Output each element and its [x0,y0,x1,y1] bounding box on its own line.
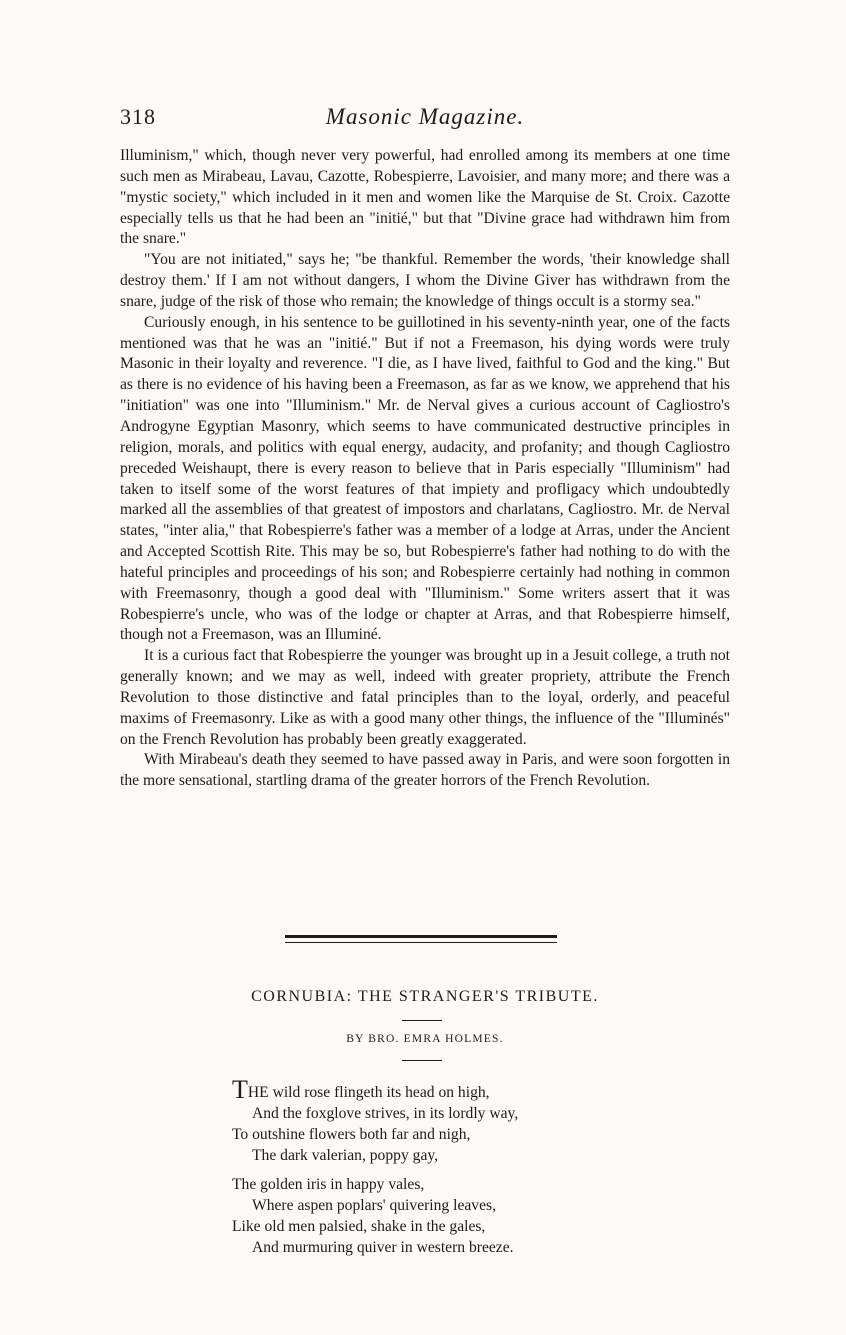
article-paragraph: With Mirabeau's death they seemed to have passed away in Paris, and were soon forgotten in the more sensational, startling drama of the greater horrors of the French Revolution. [120,751,730,790]
article-paragraph: It is a curious fact that Robespierre the younger was brought up in a Jesuit college, a truth not generally known; and we may as well, indeed with greater propriety, attribute the French Revolution to those distinctive and fatal principles than to the loyal, orderly, and peaceful maxims of Freemasonry. Like as with a good many other things, the influence of the "Illuminés" on the French Revolution has probably been greatly exaggerated. [120,647,730,748]
page-header [120,104,730,138]
poem-line: The golden iris in happy vales, [232,1176,425,1193]
title-short-rule [402,1020,442,1021]
poem-byline: BY BRO. EMRA HOLMES. [346,1033,504,1045]
poem-line: The dark valerian, poppy gay, [252,1147,439,1164]
poem-line: And murmuring quiver in western breeze. [252,1239,514,1256]
running-title: Masonic Magazine. [325,104,525,129]
poem-line: And the foxglove strives, in its lordly way, [252,1105,519,1122]
poem-line: Like old men palsied, shake in the gales, [232,1218,486,1235]
drop-cap: T [232,1075,248,1104]
poem-stanza [232,1174,752,1258]
divider-thick-rule [285,935,557,938]
poem-line: Where aspen poplars' quivering leaves, [252,1197,496,1214]
section-divider [285,935,557,943]
divider-thin-rule [285,942,557,943]
poem-line-text: HE wild rose flingeth its head on high, [247,1084,490,1101]
article-body [120,146,730,792]
article-paragraph: "You are not initiated," says he; "be thankful. Remember the words, 'their knowledge shall destroy them.' If I am not without dangers, I whom the Divine Giver has withdrawn from the snare, judge of the risk of those who remain; the knowledge of things occult is a stormy sea." [120,251,730,310]
poem-title: CORNUBIA: THE STRANGER'S TRIBUTE. [251,988,599,1005]
byline-short-rule [402,1060,442,1061]
poem-line [232,1075,752,1104]
page-number: 318 [120,104,156,129]
article-paragraph: Curiously enough, in his sentence to be guillotined in his seventy-ninth year, one of the facts mentioned was that he was an "initié." But if not a Freemason, his dying words were truly Masonic in their loyalty and reverence. "I die, as I have lived, faithful to God and the king." But as there is no evidence of his having been a Freemason, as far as we know, we apprehend that his "initiation" was one into "Illuminism." Mr. de Nerval gives a curious account of Cagliostro's Androgyne Egyptian Masonry, which seems to have communicated destructive principles in religion, morals, and politics with equal energy, audacity, and profanity; and though Cagliostro preceded Weishaupt, there is every reason to believe that in Paris especially "Illuminism" had taken to itself some of the worst features of that impiety and profligacy which undoubtedly marked all the assemblies of that greatest of impostors and charlatans, Cagliostro. Mr. de Nerval states, "inter alia," that Robespierre's father was a member of a lodge at Arras, under the Ancient and Accepted Scottish Rite. This may be so, but Robespierre's father had nothing to do with the hateful principles and proceedings of his son; and Robespierre certainly had nothing in common with Freemasonry, though a good deal with "Illuminism." Some writers assert that it was Robespierre's uncle, who was of the lodge or chapter at Arras, and that Robespierre himself, though not a Freemason, was an Illuminé. [120,313,730,644]
poem-line: To outshine flowers both far and nigh, [232,1126,471,1143]
article-paragraph: Illuminism," which, though never very powerful, had enrolled among its members at one time such men as Mirabeau, Lavau, Cazotte, Robespierre, Lavoisier, and many more; and there was a "mystic society," which included in it men and women like the Marquise de St. Croix. Cazotte especially tells us that he had been an "initié," but that "Divine grace had withdrawn him from the snare." [120,147,730,248]
poem-stanza [232,1075,752,1166]
poem-body [232,1075,752,1266]
